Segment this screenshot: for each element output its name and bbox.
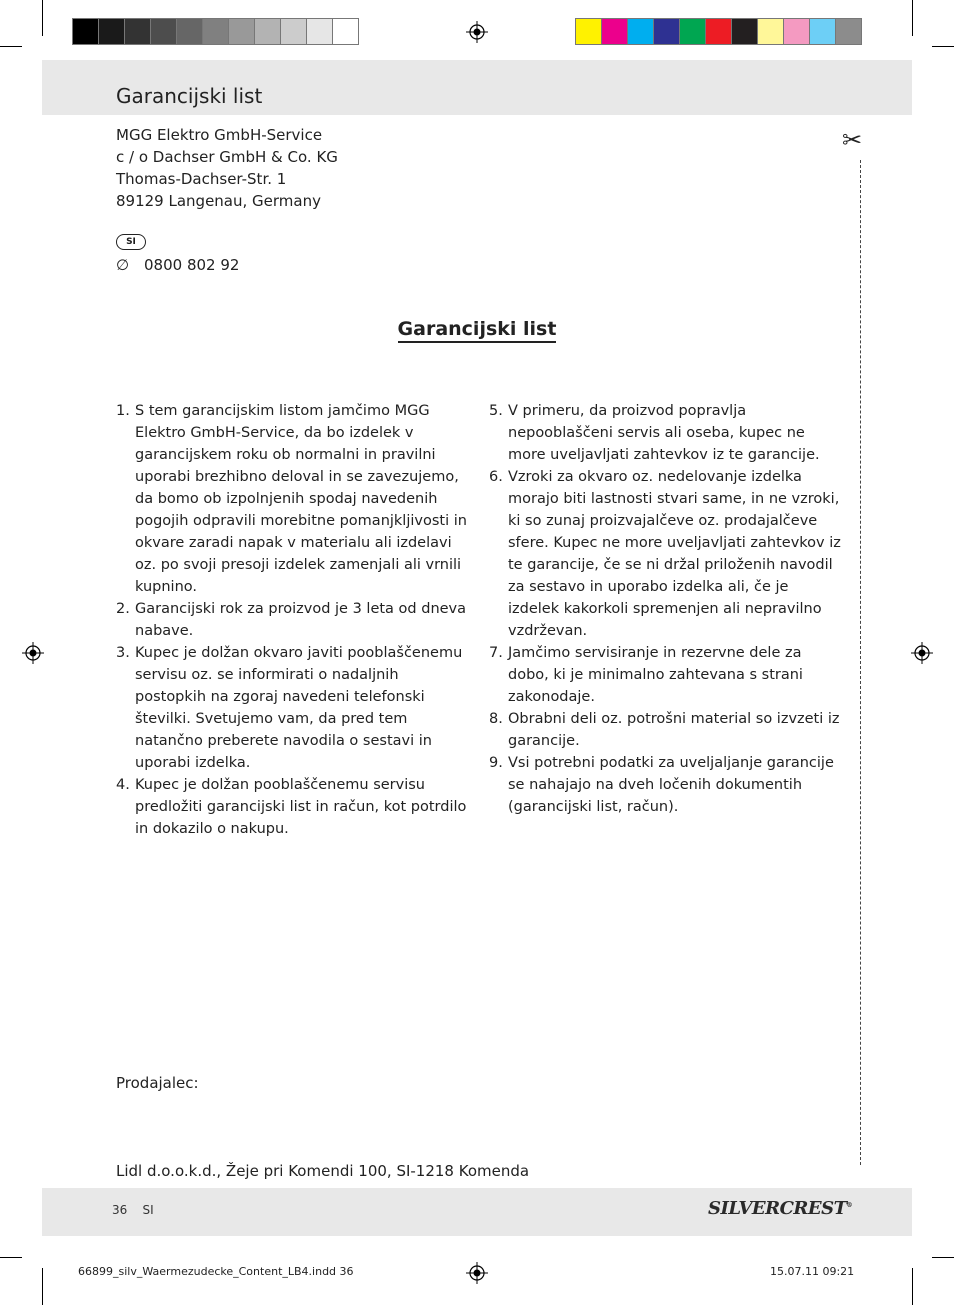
crop-mark — [932, 46, 954, 47]
terms-item-text: Garancijski rok za proizvod je 3 leta od dneva nabave. — [135, 601, 467, 639]
color-swatch — [124, 18, 151, 45]
address-line: 89129 Langenau, Germany — [116, 192, 321, 210]
service-address — [116, 124, 338, 212]
header-title: Garancijski list — [116, 84, 263, 108]
crop-mark — [0, 46, 22, 47]
crop-mark — [932, 1257, 954, 1258]
crop-mark — [42, 1268, 43, 1305]
page-title — [0, 318, 954, 340]
color-swatch — [601, 18, 628, 45]
print-slug-file: 66899_silv_Waermezudecke_Content_LB4.indd 36 — [78, 1265, 354, 1278]
terms-list — [489, 400, 841, 818]
terms-item-number: 1. — [116, 403, 130, 419]
registration-mark-icon — [22, 642, 44, 664]
page-number-value: 36 — [112, 1203, 128, 1217]
page-number — [112, 1203, 154, 1217]
registration-mark-icon — [466, 1262, 488, 1284]
terms-item — [489, 466, 841, 642]
color-swatch — [653, 18, 680, 45]
color-swatch — [757, 18, 784, 45]
terms-list — [116, 400, 468, 840]
logo-registered-mark: ® — [846, 1202, 852, 1209]
phone-number: 0800 802 92 — [144, 256, 240, 274]
color-swatch — [254, 18, 281, 45]
terms-item-text: Obrabni deli oz. potrošni material so izvzeti iz garancije. — [508, 711, 840, 749]
terms-item-number: 3. — [116, 645, 130, 661]
seller-label: Prodajalec: — [116, 1074, 199, 1092]
color-swatch-bar — [575, 18, 861, 46]
color-swatch — [705, 18, 732, 45]
phone-row — [116, 256, 239, 274]
terms-item-text: S tem garancijskim listom jamčimo MGG Elektro GmbH-Service, da bo izdelek v garancijskem roku ob normalni in pravilni uporabi brezhibno deloval in se zavezujemo, da bomo ob izpolnjenih spodaj navedenih pogojih odpravili morebitne pomanjkljivosti in okvare zaradi napak v materialu ali izdelavi oz. po svoji presoji izdelek zamenjali ali vrnili kupnino. — [135, 403, 467, 595]
seller-address: Lidl d.o.o.k.d., Žeje pri Komendi 100, SI-1218 Komenda — [116, 1162, 530, 1180]
color-swatch — [72, 18, 99, 45]
crop-mark — [912, 0, 913, 36]
terms-right-column — [489, 400, 841, 818]
color-swatch — [679, 18, 706, 45]
color-swatch — [332, 18, 359, 45]
country-badge: SI — [116, 234, 146, 250]
color-swatch — [627, 18, 654, 45]
terms-left-column — [116, 400, 468, 840]
page-title-text: Garancijski list — [398, 318, 557, 343]
terms-item-text: Jamčimo servisiranje in rezervne dele za dobo, ki je minimalno zahtevana s strani zakonodaje. — [508, 645, 803, 705]
gray-swatch-bar — [72, 18, 358, 46]
terms-item-number: 2. — [116, 601, 130, 617]
terms-item-text: Kupec je dolžan pooblaščenemu servisu predložiti garancijski list in račun, kot potrdilo in dokazilo o nakupu. — [135, 777, 467, 837]
color-swatch — [150, 18, 177, 45]
terms-item — [116, 642, 468, 774]
address-line: MGG Elektro GmbH-Service — [116, 126, 323, 144]
color-swatch — [98, 18, 125, 45]
terms-item-text: Kupec je dolžan okvaro javiti pooblaščenemu servisu oz. se informirati o nadaljnih postopkih na zgoraj navedeni telefonski številki. Svetujemo vam, da pred tem natančno preberete navodila o sestavi in uporabi izdelka. — [135, 645, 463, 771]
address-line: c / o Dachser GmbH & Co. KG — [116, 148, 338, 166]
color-swatch — [228, 18, 255, 45]
registration-mark-icon — [911, 642, 933, 664]
terms-item-number: 6. — [489, 469, 503, 485]
terms-item — [489, 400, 841, 466]
address-line: Thomas-Dachser-Str. 1 — [116, 170, 287, 188]
color-swatch — [202, 18, 229, 45]
terms-item-number: 8. — [489, 711, 503, 727]
silvercrest-logo — [708, 1198, 852, 1219]
color-swatch — [280, 18, 307, 45]
terms-item — [116, 400, 468, 598]
color-swatch — [176, 18, 203, 45]
terms-item-number: 4. — [116, 777, 130, 793]
crop-mark — [42, 0, 43, 36]
scissors-icon: ✂ — [842, 126, 863, 154]
terms-item — [116, 598, 468, 642]
color-swatch — [783, 18, 810, 45]
color-swatch — [835, 18, 862, 45]
terms-item-text: V primeru, da proizvod popravlja nepooblaščeni servis ali oseba, kupec ne more uveljavljati zahtevkov iz te garancije. — [508, 403, 820, 463]
color-swatch — [575, 18, 602, 45]
terms-item-number: 9. — [489, 755, 503, 771]
crop-mark — [912, 1268, 913, 1305]
terms-item — [489, 752, 841, 818]
terms-item — [116, 774, 468, 840]
cut-line — [860, 160, 861, 1165]
terms-item-number: 7. — [489, 645, 503, 661]
color-swatch — [809, 18, 836, 45]
terms-item-number: 5. — [489, 403, 503, 419]
phone-icon: ∅ — [116, 256, 130, 274]
page-language: SI — [142, 1203, 154, 1217]
print-slug-date: 15.07.11 09:21 — [770, 1265, 855, 1278]
terms-item — [489, 708, 841, 752]
terms-item-text: Vzroki za okvaro oz. nedelovanje izdelka morajo biti lastnosti stvari same, in ne vzroki, ki so zunaj proizvajalčeve oz. prodajalčeve sfere. Kupec ne more uveljavljati zahtevkov iz te garancije, če se ni držal priloženih navodil za sestavo in uporabo izdelka ali, če je izdelek kakorkoli spremenjen ali nepravilno vzdrževan. — [508, 469, 841, 639]
terms-item — [489, 642, 841, 708]
color-swatch — [731, 18, 758, 45]
terms-item-text: Vsi potrebni podatki za uveljaljanje garancije se nahajajo na dveh ločenih dokumentih (garancijski list, račun). — [508, 755, 834, 815]
logo-text: SILVERCREST — [708, 1198, 847, 1219]
registration-mark-icon — [466, 21, 488, 43]
color-swatch — [306, 18, 333, 45]
crop-mark — [0, 1257, 22, 1258]
